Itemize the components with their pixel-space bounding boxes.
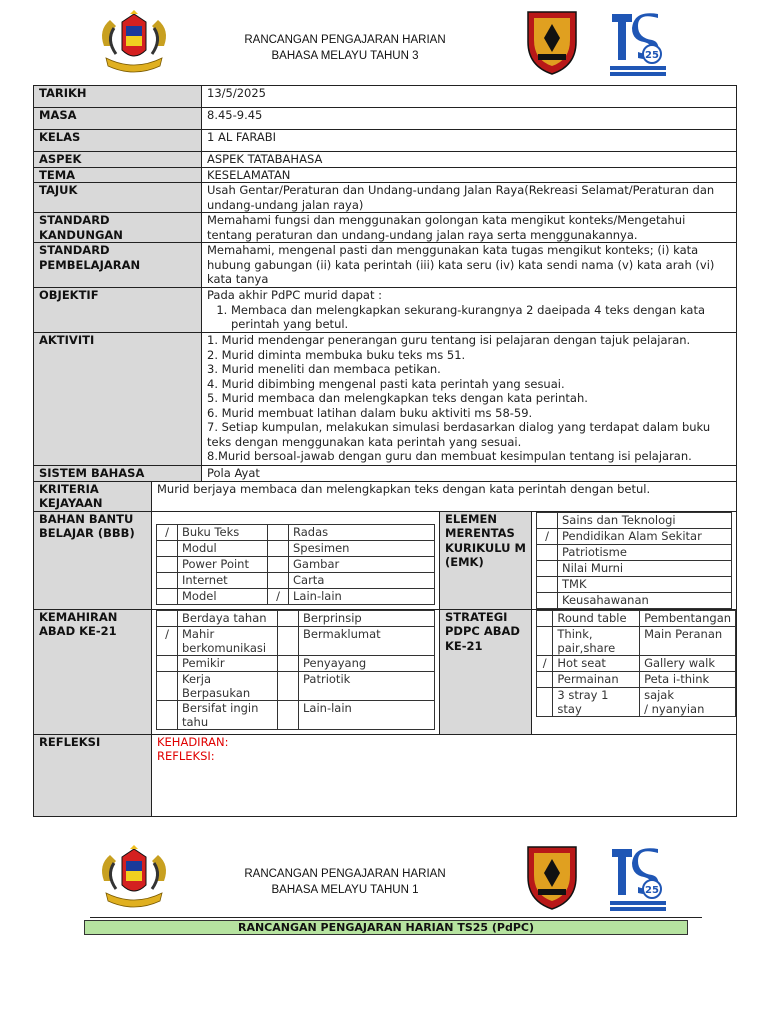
label-standard-kandungan: STANDARD KANDUNGAN [34,213,202,243]
strategi-row [537,671,736,687]
bbb-row [157,588,435,604]
bbb-option: Power Point [178,556,268,572]
bbb-checkbox[interactable]: / [268,588,289,604]
emk-checkbox[interactable]: / [537,528,558,544]
emk-checkbox[interactable] [537,512,558,528]
value-tarikh: 13/5/2025 [202,86,737,108]
strategi-option: Peta i-think [640,671,736,687]
svg-text:25: 25 [645,885,659,896]
bbb-option: Spesimen [289,540,435,556]
abad-option: Bermaklumat [299,626,435,655]
bbb-checkbox[interactable] [268,572,289,588]
value-standard-kandungan: Memahami fungsi dan menggunakan golongan kata mengikut konteks/Mengetahui tentang peraturan dan undang-undang jalan raya serta menggunakannya. [202,213,737,243]
value-objektif [202,288,737,333]
aktiviti-item: 5. Murid membaca dan melengkapkan teks dengan kata perintah. [207,391,588,405]
bbb-checkbox[interactable] [157,540,178,556]
abad-option: Berdaya tahan [178,610,278,626]
label-objektif: OBJEKTIF [34,288,202,333]
emk-option: Nilai Murni [558,560,732,576]
aktiviti-item: 4. Murid dibimbing mengenal pasti kata perintah yang sesuai. [207,376,565,391]
malaysia-coat-of-arms-logo [96,10,172,76]
emk-row [537,592,732,608]
ts25-title-bar: RANCANGAN PENGAJARAN HARIAN TS25 (PdPC) [84,920,688,935]
bbb-checkbox[interactable] [157,572,178,588]
label-standard-pembelajaran: STANDARD PEMBELAJARAN [34,243,202,288]
ts25-logo [608,845,668,913]
value-kelas: 1 AL FARABI [202,130,737,152]
aktiviti-item: 2. Murid diminta membuka buku teks ms 51. [207,347,466,362]
strategi-option: Gallery walk [640,655,736,671]
divider-line [90,917,702,918]
header-title-line2: BAHASA MELAYU TAHUN 3 [271,50,419,62]
bbb-cell [152,511,440,609]
header-title-line2: BAHASA MELAYU TAHUN 1 [271,884,419,896]
abad-option: Mahir berkomunikasi [178,626,278,655]
label-aktiviti: AKTIVITI [34,333,202,466]
row-tema [34,167,737,183]
row-standard-pembelajaran [34,243,737,288]
abad-option: Bersifat ingin tahu [178,700,278,729]
abad-option: Penyayang [299,655,435,671]
label-bbb: BAHAN BANTU BELAJAR (BBB) [34,511,152,609]
emk-option: Patriotisme [558,544,732,560]
aktiviti-item: 6. Murid membuat latihan dalam buku aktiviti ms 58-59. [207,405,533,420]
value-sistem-bahasa: Pola Ayat [202,466,737,482]
row-objektif [34,288,737,333]
row-tajuk [34,183,737,213]
label-refleksi: REFLEKSI [34,734,152,816]
aktiviti-item: 1. Murid mendengar penerangan guru tentang isi pelajaran dengan tajuk pelajaran. [207,333,691,347]
abad-checkbox[interactable] [157,655,178,671]
bbb-option: Carta [289,572,435,588]
label-masa: MASA [34,108,202,130]
abad-row [157,626,435,655]
abad-checkbox[interactable] [278,671,299,700]
row-standard-kandungan [34,213,737,243]
value-aktiviti [202,333,737,466]
emk-option: Keusahawanan [558,592,732,608]
strategi-checkbox[interactable] [537,610,553,626]
strategi-cell [532,609,737,734]
value-kriteria-kejayaan: Murid berjaya membaca dan melengkapkan teks dengan kata perintah dengan betul. [152,481,737,511]
row-kriteria-kejayaan [34,481,737,511]
value-aspek: ASPEK TATABAHASA [202,152,737,168]
aktiviti-item: 7. Setiap kumpulan, melakukan simulasi berdasarkan dialog yang terdapat dalam buku teks dengan menggunakan kata perintah yang sesuai. [207,420,711,449]
emk-row [537,512,732,528]
label-tema: TEMA [34,167,202,183]
emk-option: Pendidikan Alam Sekitar [558,528,732,544]
label-sistem-bahasa: SISTEM BAHASA [34,466,202,482]
header-title-line1: RANCANGAN PENGAJARAN HARIAN [244,868,446,880]
rph-table [33,85,737,817]
value-standard-pembelajaran: Memahami, mengenal pasti dan menggunakan kata tugas mengikut konteks; (i) kata hubung gabungan (ii) kata perintah (iii) kata seru (iv) kata sendi nama (v) kata arah (vi) kata tanya [202,243,737,288]
ts25-logo [608,10,668,78]
row-refleksi [34,734,737,816]
abad-option: Lain-lain [299,700,435,729]
label-tajuk: TAJUK [34,183,202,213]
row-kelas [34,130,737,152]
bbb-row [157,540,435,556]
abad-checkbox[interactable] [278,700,299,729]
bbb-option: Internet [178,572,268,588]
abad-checkbox[interactable] [157,610,178,626]
emk-checkbox[interactable] [537,576,558,592]
label-kriteria-kejayaan: KRITERIA KEJAYAAN [34,481,152,511]
header-title-line1: RANCANGAN PENGAJARAN HARIAN [244,34,446,46]
label-kelas: KELAS [34,130,202,152]
kehadiran-label: KEHADIRAN: [157,734,229,749]
objektif-list [207,303,731,332]
bbb-option: Modul [178,540,268,556]
refleksi-label: REFLEKSI: [157,749,215,763]
second-page-header [0,841,768,921]
bbb-option: Buku Teks [178,524,268,540]
page-header [0,6,768,86]
strategi-checkbox[interactable] [537,626,553,655]
objektif-item: 1. Membaca dan melengkapkan sekurang-kurangnya 2 daeipada 4 teks dengan kata perintah yang betul. [231,303,731,332]
abad-options [156,610,435,730]
strategi-option: Hot seat [553,655,640,671]
emk-options [536,512,732,609]
abad-checkbox[interactable] [278,626,299,655]
emk-row [537,528,732,544]
strategi-options [536,610,736,717]
row-tarikh [34,86,737,108]
bbb-checkbox[interactable] [268,556,289,572]
strategi-option: Think, pair,share [553,626,640,655]
row-masa [34,108,737,130]
label-emk: ELEMEN MERENTAS KURIKULU M (EMK) [440,511,532,609]
bbb-checkbox[interactable]: / [157,524,178,540]
emk-option: TMK [558,576,732,592]
bbb-row [157,524,435,540]
bbb-option: Gambar [289,556,435,572]
abad-row [157,671,435,700]
strategi-option: sajak / nyanyian [640,687,736,716]
abad-checkbox[interactable] [157,700,178,729]
emk-row [537,576,732,592]
emk-checkbox[interactable] [537,560,558,576]
bbb-options [156,524,435,605]
strategi-checkbox[interactable]: / [537,655,553,671]
abad-checkbox[interactable] [157,671,178,700]
value-tema: KESELAMATAN [202,167,737,183]
value-refleksi[interactable] [152,734,737,816]
label-tarikh: TARIKH [34,86,202,108]
row-aspek [34,152,737,168]
abad-checkbox[interactable] [278,610,299,626]
abad-row [157,655,435,671]
abad-option: Kerja Berpasukan [178,671,278,700]
row-sistem-bahasa [34,466,737,482]
aktiviti-item: 3. Murid meneliti dan membaca petikan. [207,362,441,376]
emk-cell [532,511,737,609]
strategi-checkbox[interactable] [537,687,553,716]
strategi-option: 3 stray 1 stay [553,687,640,716]
bbb-row [157,556,435,572]
bbb-checkbox[interactable] [157,556,178,572]
bbb-option: Radas [289,524,435,540]
strategi-option: Round table [553,610,640,626]
value-tajuk: Usah Gentar/Peraturan dan Undang-undang Jalan Raya(Rekreasi Selamat/Peraturan dan undang-undang jalan raya) [202,183,737,213]
bbb-checkbox[interactable] [268,540,289,556]
bbb-checkbox[interactable] [268,524,289,540]
bbb-option: Lain-lain [289,588,435,604]
strategi-option: Main Peranan [640,626,736,655]
row-aktiviti [34,333,737,466]
abad-row [157,700,435,729]
aktiviti-item: 8.Murid bersoal-jawab dengan guru dan membuat kesimpulan tentang isi pelajaran. [207,449,692,463]
strategi-row [537,626,736,655]
svg-text:25: 25 [645,50,659,61]
abad-option: Berprinsip [299,610,435,626]
objektif-intro: Pada akhir PdPC murid dapat : [207,288,382,302]
school-shield-logo [524,843,580,911]
strategi-row [537,610,736,626]
bbb-option: Model [178,588,268,604]
bbb-row [157,572,435,588]
strategi-option: Permainan [553,671,640,687]
label-kemahiran-abad: KEMAHIRAN ABAD KE-21 [34,609,152,734]
malaysia-coat-of-arms-logo [96,845,172,911]
label-strategi: STRATEGI PDPC ABAD KE-21 [440,609,532,734]
value-masa: 8.45-9.45 [202,108,737,130]
emk-row [537,560,732,576]
bbb-checkbox[interactable] [157,588,178,604]
abad-cell [152,609,440,734]
abad-option: Patriotik [299,671,435,700]
abad-checkbox[interactable] [278,655,299,671]
strategi-row [537,687,736,716]
strategi-row [537,655,736,671]
emk-checkbox[interactable] [537,544,558,560]
row-abad-strategi [34,609,737,734]
abad-option: Pemikir [178,655,278,671]
strategi-checkbox[interactable] [537,671,553,687]
row-bbb-emk [34,511,737,609]
emk-row [537,544,732,560]
strategi-option: Pembentangan [640,610,736,626]
emk-checkbox[interactable] [537,592,558,608]
emk-option: Sains dan Teknologi [558,512,732,528]
abad-row [157,610,435,626]
label-aspek: ASPEK [34,152,202,168]
school-shield-logo [524,8,580,76]
abad-checkbox[interactable]: / [157,626,178,655]
